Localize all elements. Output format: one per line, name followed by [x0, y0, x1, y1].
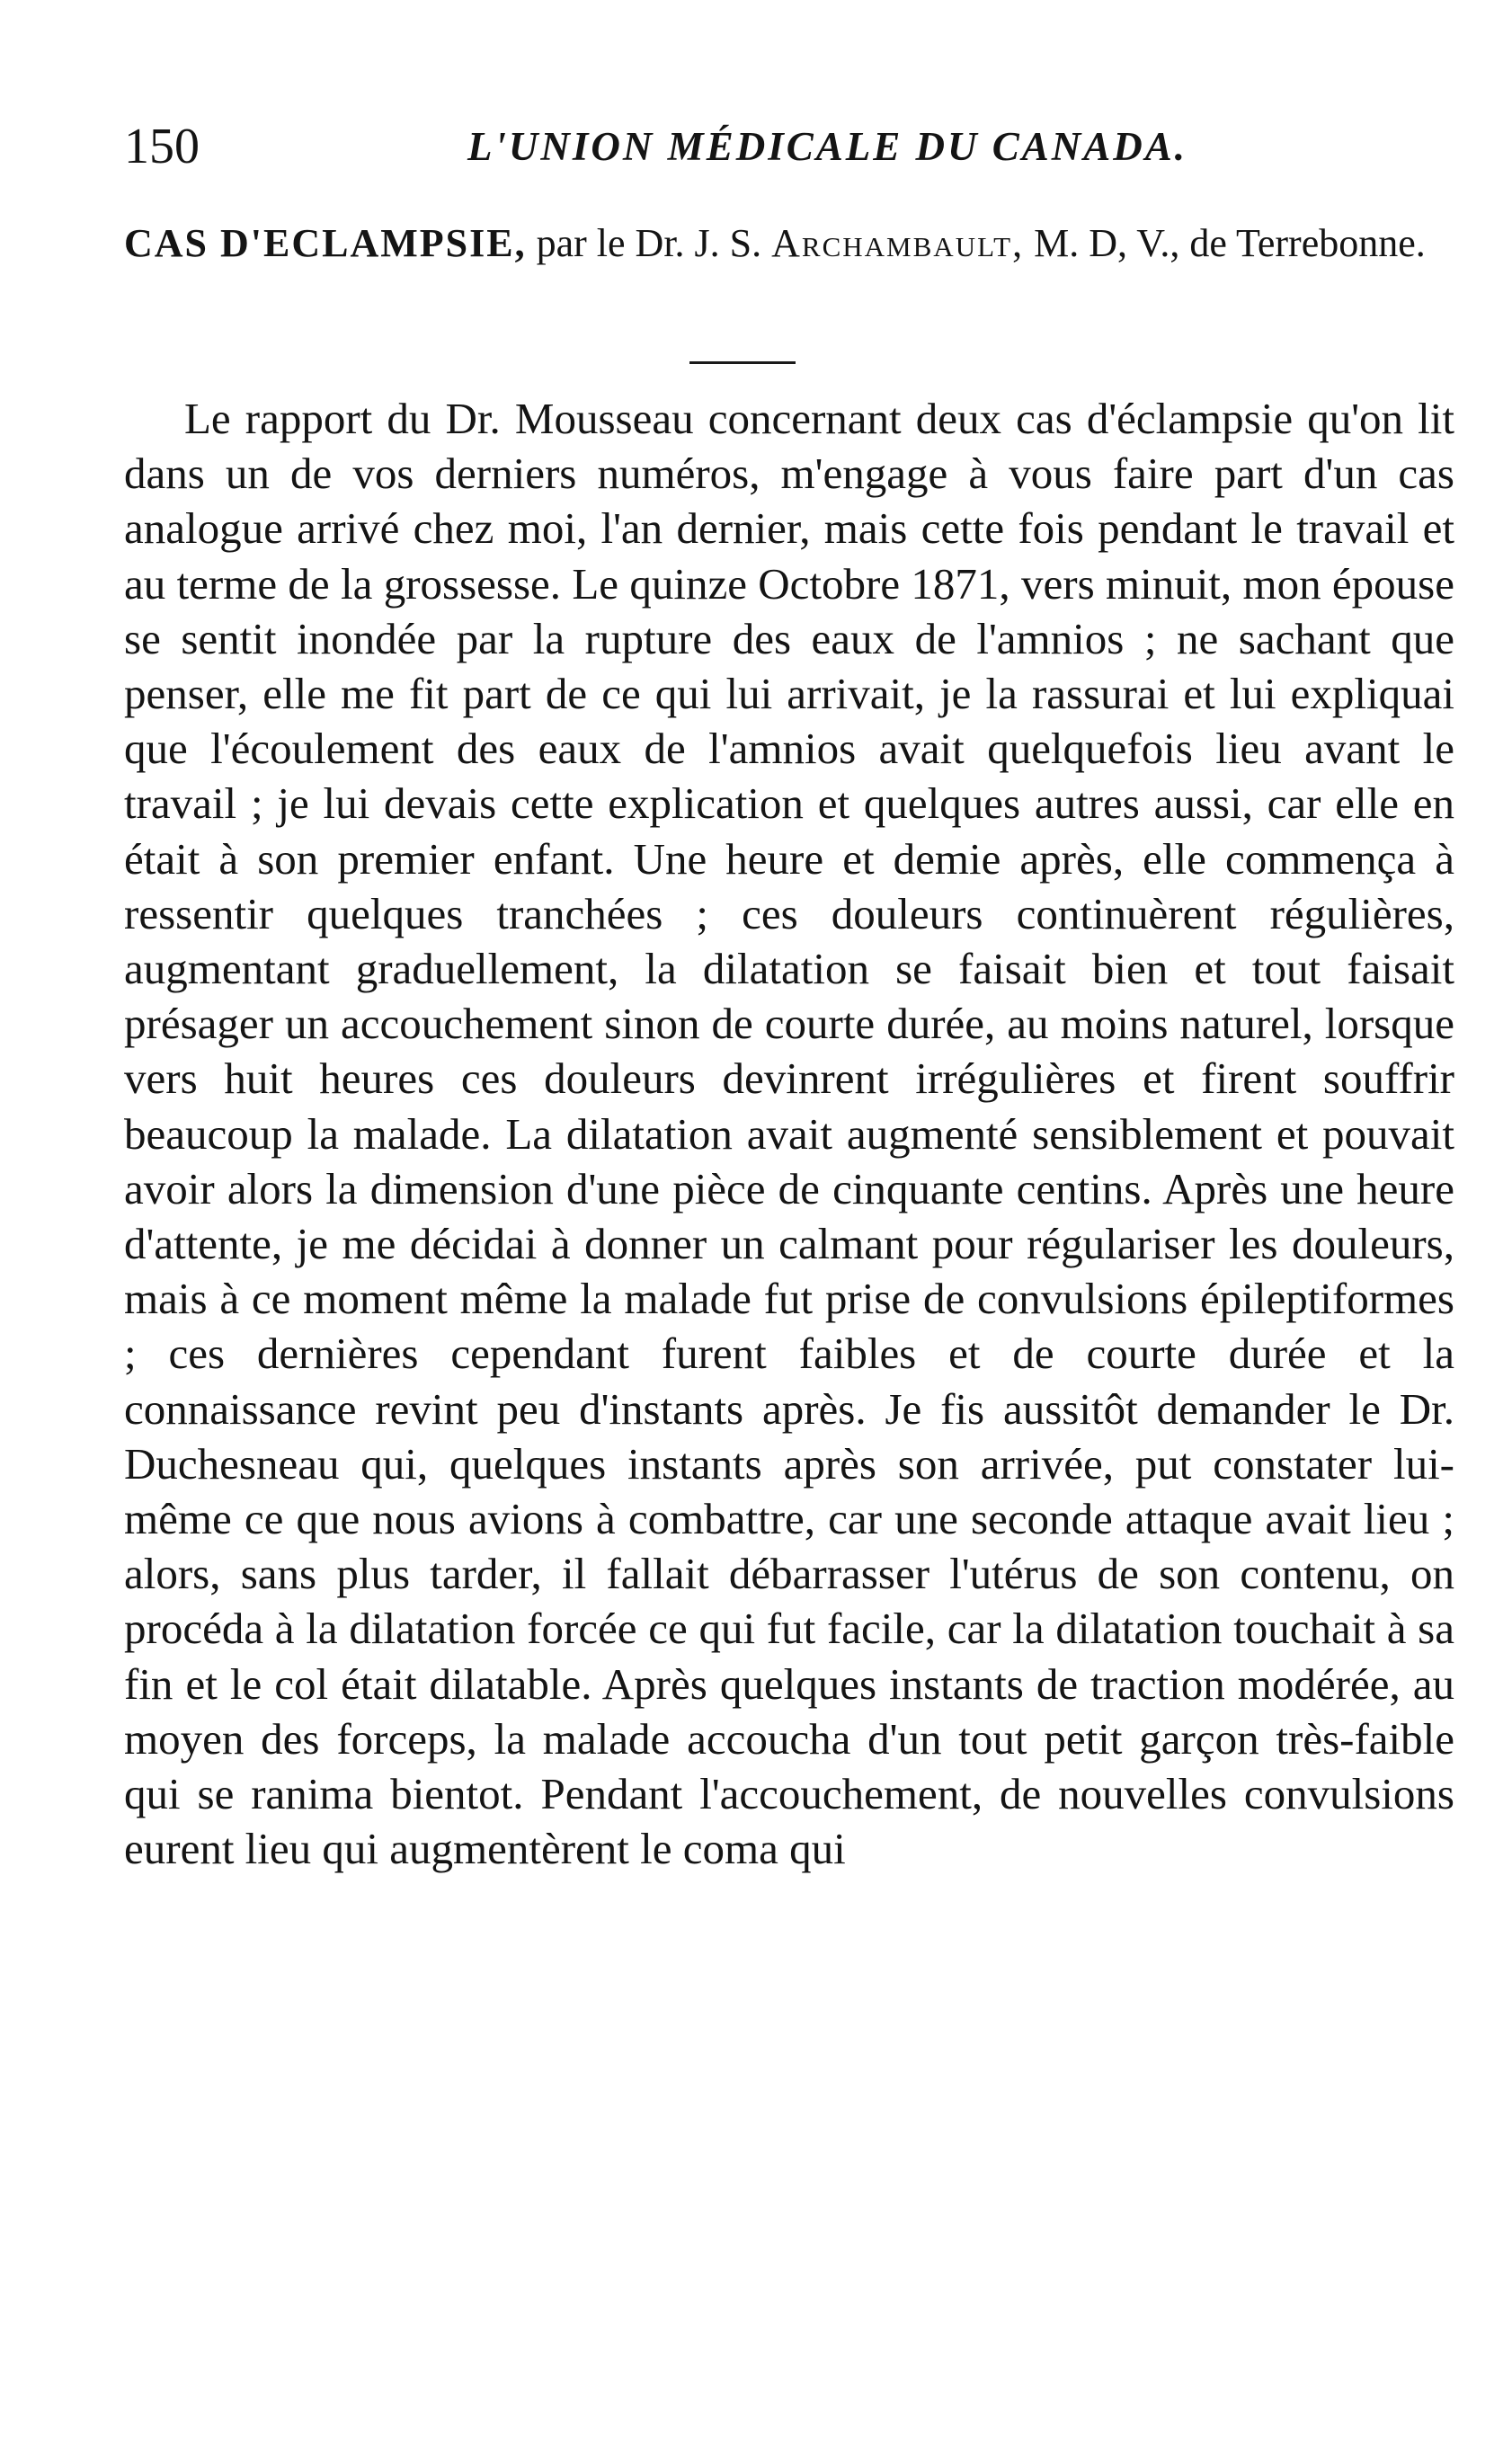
section-rule: [689, 361, 796, 364]
running-head: [124, 115, 1450, 178]
byline-suffix: M. D, V., de Terrebonne.: [1034, 221, 1426, 265]
article-heading: [124, 218, 1454, 270]
page-number: 150: [124, 119, 200, 174]
journal-title: L'UNION MÉDICALE DU CANADA.: [467, 124, 1188, 169]
article-body: Le rapport du Dr. Mousseau concernant deux cas d'éclampsie qu'on lit dans un de vos derniers numéros, m'engage à vous faire part d'un cas analogue arrivé chez moi, l'an dernier, mais cette fois pendant le travail et au terme de la grossesse. Le quinze Octobre 1871, vers minuit, mon épouse se sentit inondée par la rupture des eaux de l'amnios ; ne sachant que penser, elle me fit part de ce qui lui arrivait, je la rassurai et lui expliquai que l'écoulement des eaux de l'amnios avait quelquefois lieu avant le travail ; je lui devais cette explication et quelques autres aussi, car elle en était à son premier enfant. Une heure et demie après, elle commença à ressentir quelques tranchées ; ces douleurs continuèrent régulières, augmentant graduellement, la dilatation se faisait bien et tout faisait présager un accouchement sinon de courte durée, au moins naturel, lorsque vers huit heures ces douleurs devinrent irrégulières et firent souffrir beaucoup la malade. La dilatation avait augmenté sensiblement et pouvait avoir alors la dimension d'une pièce de cinquante centins. Après une heure d'attente, je me décidai à donner un calmant pour régulariser les douleurs, mais à ce moment même la malade fut prise de convulsions épileptiformes ; ces dernières cependant furent faibles et de courte durée et la connaissance revint peu d'instants après. Je fis aussitôt demander le Dr. Duchesneau qui, quelques instants après son arrivée, put constater lui-même ce que nous avions à combattre, car une seconde attaque avait lieu ; alors, sans plus tarder, il fallait débarrasser l'utérus de son contenu, on procéda à la dilatation forcée ce qui fut facile, car la dilatation touchait à sa fin et le col était dilatable. Après quelques instants de traction modérée, au moyen des forceps, la malade accoucha d'un tout petit garçon très-faible qui se ranima bientot. Pendant l'accouchement, de nouvelles convulsions eurent lieu qui augmentèrent le coma qui: [124, 394, 1454, 1874]
author-name: Archambault,: [771, 221, 1025, 265]
article-title: CAS D'ECLAMPSIE,: [124, 221, 527, 265]
byline-prefix: par le Dr. J. S.: [536, 221, 762, 265]
